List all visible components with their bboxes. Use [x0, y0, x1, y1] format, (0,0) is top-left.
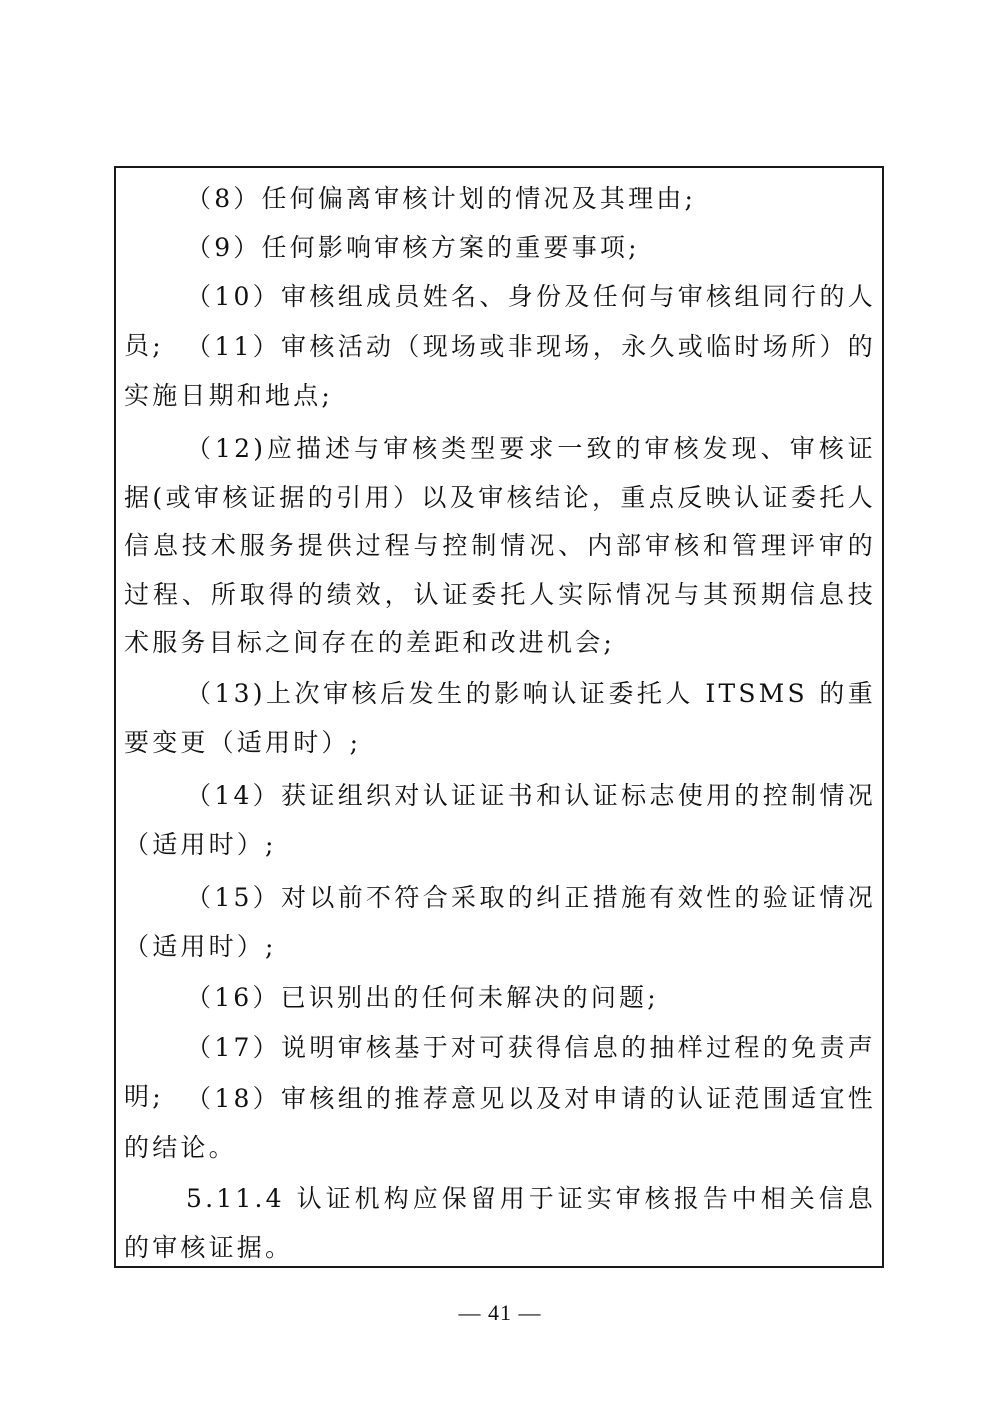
paragraph-item-18: （18）审核组的推荐意见以及对申请的认证范围适宜性的结论。	[124, 1084, 876, 1162]
paragraph-item-15: （15）对以前不符合采取的纠正措施有效性的验证情况（适用时）;	[124, 883, 876, 961]
paragraph-clause-5-11-4: 5.11.4 认证机构应保留用于证实审核报告中相关信息的审核证据。	[124, 1184, 876, 1262]
paragraph-item-17: （17）说明审核基于对可获得信息的抽样过程的免责声明;	[124, 1033, 876, 1111]
paragraph-item-9: （9）任何影响审核方案的重要事项;	[186, 233, 640, 262]
paragraph-item-12: （12)应描述与审核类型要求一致的审核发现、审核证据(或审核证据的引用）以及审核结论，重点反映认证委托人信息技术服务提供过程与控制情况、内部审核和管理评审的过程、所取得的绩效，认证委托人实际情况与其预期信息技术服务目标之间存在的差距和改进机会;	[124, 434, 876, 657]
paragraph-item-8: （8）任何偏离审核计划的情况及其理由;	[186, 184, 697, 213]
paragraph-item-14: （14）获证组织对认证证书和认证标志使用的控制情况（适用时）;	[124, 781, 876, 859]
paragraph-item-13: （13)上次审核后发生的影响认证委托人 ITSMS 的重要变更（适用时）;	[124, 679, 876, 757]
paragraph-item-16: （16）已识别出的任何未解决的问题;	[186, 983, 659, 1012]
page-number: — 41 —	[458, 1300, 542, 1325]
paragraph-item-11: （11）审核活动（现场或非现场，永久或临时场所）的实施日期和地点;	[124, 332, 876, 410]
paragraph-item-10: （10）审核组成员姓名、身份及任何与审核组同行的人员;	[124, 282, 876, 360]
